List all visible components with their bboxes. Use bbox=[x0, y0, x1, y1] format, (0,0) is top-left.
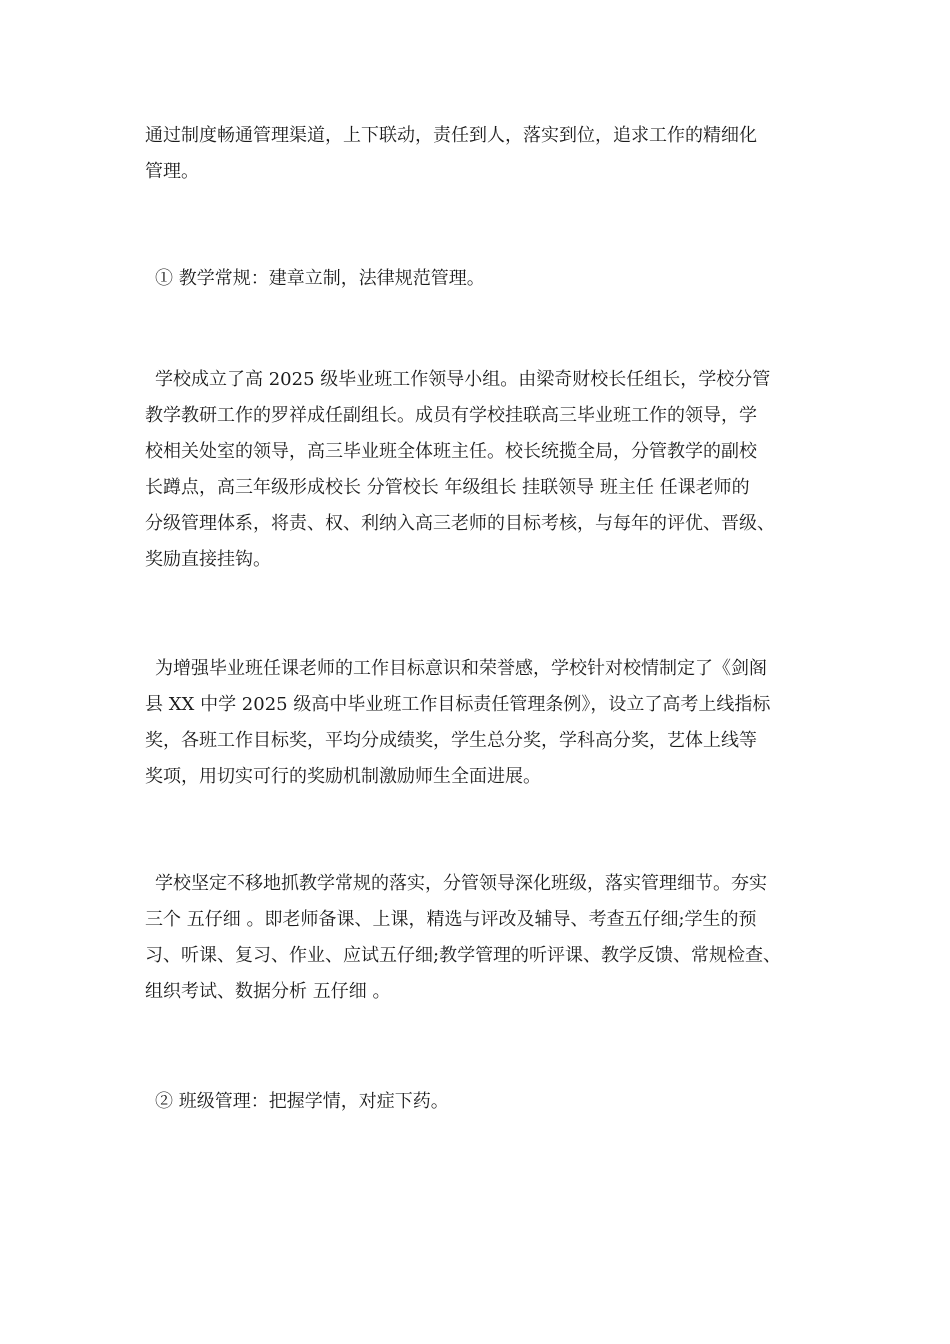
text-line: 通过制度畅通管理渠道，上下联动，责任到人，落实到位，追求工作的精细化 bbox=[145, 125, 757, 146]
paragraph-4 bbox=[145, 651, 825, 795]
paragraph-1 bbox=[145, 118, 825, 190]
section-heading-teaching-routine bbox=[145, 261, 835, 297]
text-line: 为增强毕业班任课老师的工作目标意识和荣誉感，学校针对校情制定了《剑阁 bbox=[155, 658, 767, 679]
text-line: 奖项，用切实可行的奖励机制激励师生全面进展。 bbox=[145, 766, 541, 787]
text-line: ① 教学常规：建章立制，法律规范管理。 bbox=[155, 268, 485, 289]
text-line: 三个 五仔细 。即老师备课、上课，精选与评改及辅导、考查五仔细;学生的预 bbox=[145, 909, 757, 930]
text-line: 分级管理体系，将责、权、利纳入高三老师的目标考核，与每年的评优、晋级、 bbox=[145, 513, 775, 534]
text-line: 学校坚定不移地抓教学常规的落实，分管领导深化班级，落实管理细节。夯实 bbox=[155, 873, 767, 894]
text-line: 奖励直接挂钩。 bbox=[145, 549, 271, 570]
text-line: 县 XX 中学 2025 级高中毕业班工作目标责任管理条例》，设立了高考上线指标 bbox=[145, 694, 771, 715]
text-line: 管理。 bbox=[145, 161, 199, 182]
text-line: 组织考试、数据分析 五仔细 。 bbox=[145, 981, 391, 1002]
section-heading-class-management bbox=[145, 1084, 835, 1120]
text-line: 校相关处室的领导，高三毕业班全体班主任。校长统揽全局，分管教学的副校 bbox=[145, 441, 757, 462]
text-line: 长蹲点，高三年级形成校长 分管校长 年级组长 挂联领导 班主任 任课老师的 bbox=[145, 477, 750, 498]
paragraph-3 bbox=[145, 362, 825, 578]
text-line: ② 班级管理：把握学情，对症下药。 bbox=[155, 1091, 449, 1112]
text-line: 教学教研工作的罗祥成任副组长。成员有学校挂联高三毕业班工作的领导，学 bbox=[145, 405, 757, 426]
text-line: 习、听课、复习、作业、应试五仔细;教学管理的听评课、教学反馈、常规检查、 bbox=[145, 945, 782, 966]
text-line: 奖，各班工作目标奖，平均分成绩奖，学生总分奖，学科高分奖，艺体上线等 bbox=[145, 730, 757, 751]
text-line: 学校成立了高 2025 级毕业班工作领导小组。由梁奇财校长任组长，学校分管 bbox=[155, 369, 771, 390]
paragraph-5 bbox=[145, 866, 825, 1010]
